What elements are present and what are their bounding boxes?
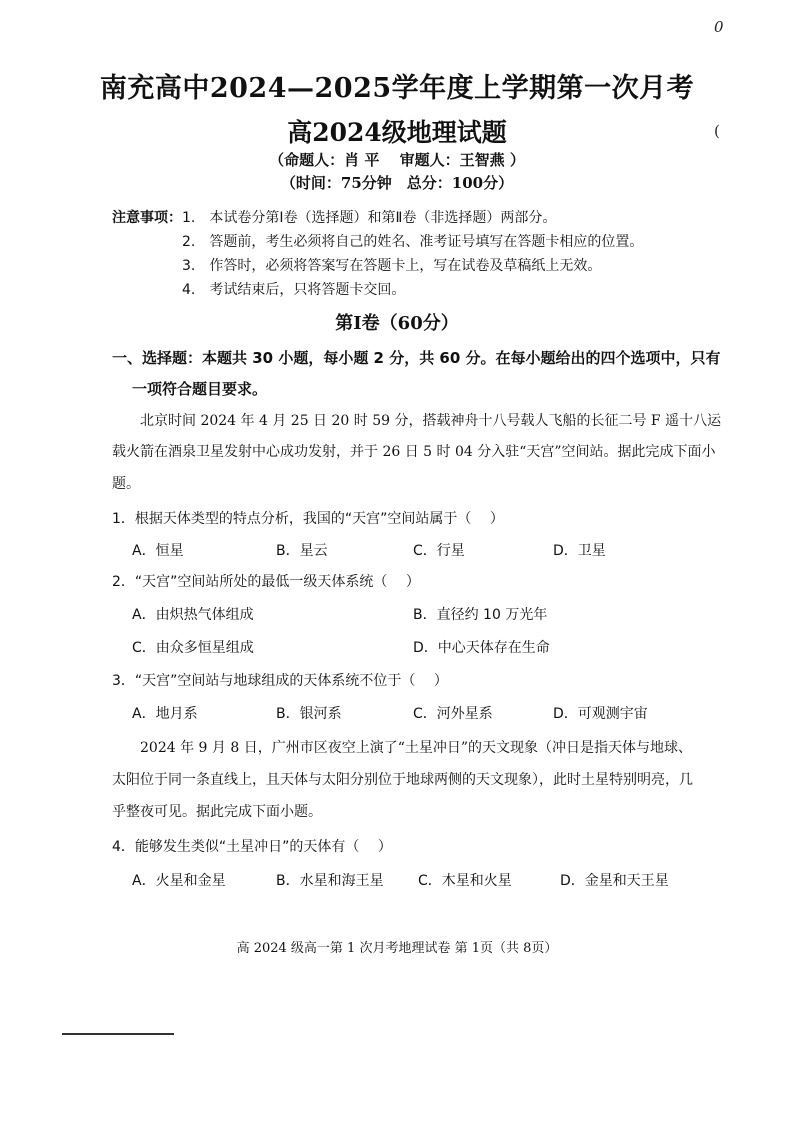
option: C．木星和火星 bbox=[418, 873, 512, 889]
option: D．可观测宇宙 bbox=[553, 706, 648, 722]
option: D．金星和天王星 bbox=[560, 873, 669, 889]
option: C．河外星系 bbox=[413, 706, 493, 722]
passage-line: 乎整夜可见。据此完成下面小题。 bbox=[112, 804, 322, 820]
option: D．卫星 bbox=[553, 543, 606, 559]
option: B．星云 bbox=[276, 543, 328, 559]
passage-line: 题。 bbox=[112, 476, 140, 492]
scan-rule-line bbox=[62, 1033, 174, 1035]
section-instruction: 一、选择题：本题共 30 小题，每小题 2 分，共 60 分。在每小题给出的四个选项中，只有 bbox=[112, 349, 721, 367]
passage-line: 载火箭在酒泉卫星发射中心成功发射，并于 26 日 5 时 04 分入驻“天宫”空间站。据此完成下面小 bbox=[112, 444, 716, 460]
section-instruction: 一项符合题目要求。 bbox=[132, 380, 268, 398]
note-item: 4. 考试结束后，只将答题卡交回。 bbox=[182, 282, 406, 298]
option: A．由炽热气体组成 bbox=[132, 607, 254, 623]
exam-time-score: （时间：75分钟 总分：100分） bbox=[280, 174, 514, 192]
option: C．由众多恒星组成 bbox=[132, 640, 254, 656]
passage-line: 太阳位于同一条直线上，且天体与太阳分别位于地球两侧的天文现象），此时土星特别明亮，几 bbox=[112, 772, 693, 788]
option: D．中心天体存在生命 bbox=[413, 640, 550, 656]
stray-mark-top: 0 bbox=[714, 18, 724, 36]
question-stem: 3．“天宫”空间站与地球组成的天体系统不位于（ ） bbox=[112, 673, 448, 689]
notes-label: 注意事项： bbox=[112, 210, 182, 226]
section-heading: 第Ⅰ卷（60分） bbox=[335, 313, 459, 334]
option: A．地月系 bbox=[132, 706, 198, 722]
note-item: 3. 作答时，必须将答案写在答题卡上，写在试卷及草稿纸上无效。 bbox=[182, 258, 602, 274]
option: A．火星和金星 bbox=[132, 873, 226, 889]
note-item: 2. 答题前，考生必须将自己的姓名、准考证号填写在答题卡相应的位置。 bbox=[182, 234, 644, 250]
exam-subtitle: 高2024级地理试题 bbox=[287, 118, 507, 147]
passage-line: 2024 年 9 月 8 日，广州市区夜空上演了“土星冲日”的天文现象（冲日是指天体与地球、 bbox=[140, 740, 693, 756]
stray-mark-right: ( bbox=[714, 122, 720, 140]
option: A．恒星 bbox=[132, 543, 184, 559]
exam-authors: （命题人：肖 平 审题人：王智燕 ） bbox=[269, 151, 525, 169]
exam-title: 南充高中2024—2025学年度上学期第一次月考 bbox=[99, 73, 695, 104]
question-stem: 1．根据天体类型的特点分析，我国的“天宫”空间站属于（ ） bbox=[112, 511, 504, 527]
passage-line: 北京时间 2024 年 4 月 25 日 20 时 59 分，搭载神舟十八号载人飞船的长征二号 F 遥十八运 bbox=[140, 413, 722, 429]
question-stem: 2．“天宫”空间站所处的最低一级天体系统（ ） bbox=[112, 574, 420, 590]
note-item: 1. 本试卷分第Ⅰ卷（选择题）和第Ⅱ卷（非选择题）两部分。 bbox=[182, 210, 557, 226]
question-stem: 4．能够发生类似“土星冲日”的天体有（ ） bbox=[112, 839, 392, 855]
option: B．银河系 bbox=[276, 706, 342, 722]
option: C．行星 bbox=[413, 543, 465, 559]
option: B．水星和海王星 bbox=[276, 873, 384, 889]
page-footer: 高 2024 级高一第 1 次月考地理试卷 第 1页（共 8页） bbox=[236, 941, 558, 956]
option: B．直径约 10 万光年 bbox=[413, 607, 548, 623]
